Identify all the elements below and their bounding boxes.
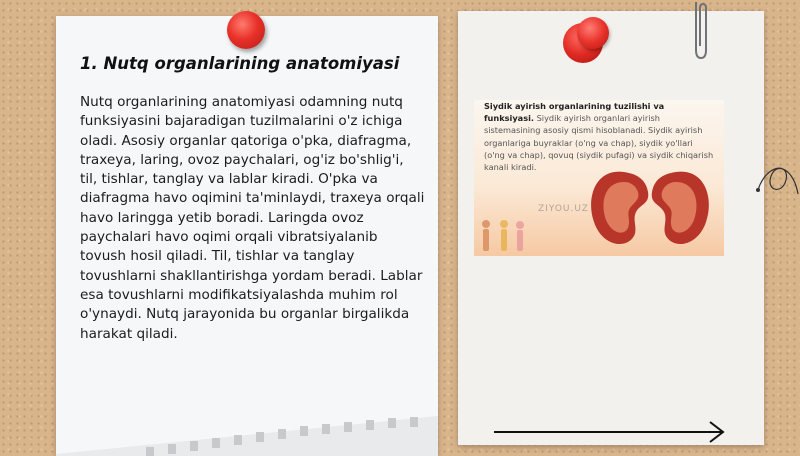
slide-heading: Siydik ayirish organlarining tuzilishi va funksiyasi. [484,101,665,124]
section-title: 1. Nutq organlarining anatomiyasi [80,54,400,73]
slide-caption [484,100,716,173]
torn-edge-decoration [56,416,438,456]
section-body-text: Nutq organlarining anatomiyasi odamning nutq funksiyasini bajaradigan tuzilmalarini o'z ichiga oladi. Asosiy organlar qatoriga o'pka, diafragma, traxeya, laring, ovoz paychalari, og'iz bo'shlig'i, til, tishlar, tanglay va lablar kiradi. O'pka va diafragma havo oqimini ta'minlaydi, traxeya orqali havo laringga yetib boradi. Laringda ovoz paychalari havo oqimi orqali vibratsiyalanib tovush hosil qiladi. Til, tishlar va tanglay tovushlarni shakllantirishga yordam beradi. Lablar esa tovushlarni modifikatsiyalashda muhim rol o'ynaydi. Nutq jarayonida bu organlar birgalikda harakat qiladi. [80,94,425,342]
curly-arrow-icon [756,150,800,220]
red-pushpin-icon [227,11,265,49]
slide-body: Siydik ayirish organlari ayirish sistemasining asosiy qismi hisoblanadi. Siydik ayirish organlariga buyraklar (o'ng va chap), siydik yo'llari (o'ng va chap), qovuq (siydik pufagi) va siydik chiqarish kanali kiradi. [484,113,714,173]
paperclip-icon [690,0,710,62]
right-arrow-icon [494,420,726,444]
kidney-slide-image [474,100,724,256]
red-pushpin-icon [563,17,609,63]
watermark-text: ZIYOU.UZ [538,204,589,214]
